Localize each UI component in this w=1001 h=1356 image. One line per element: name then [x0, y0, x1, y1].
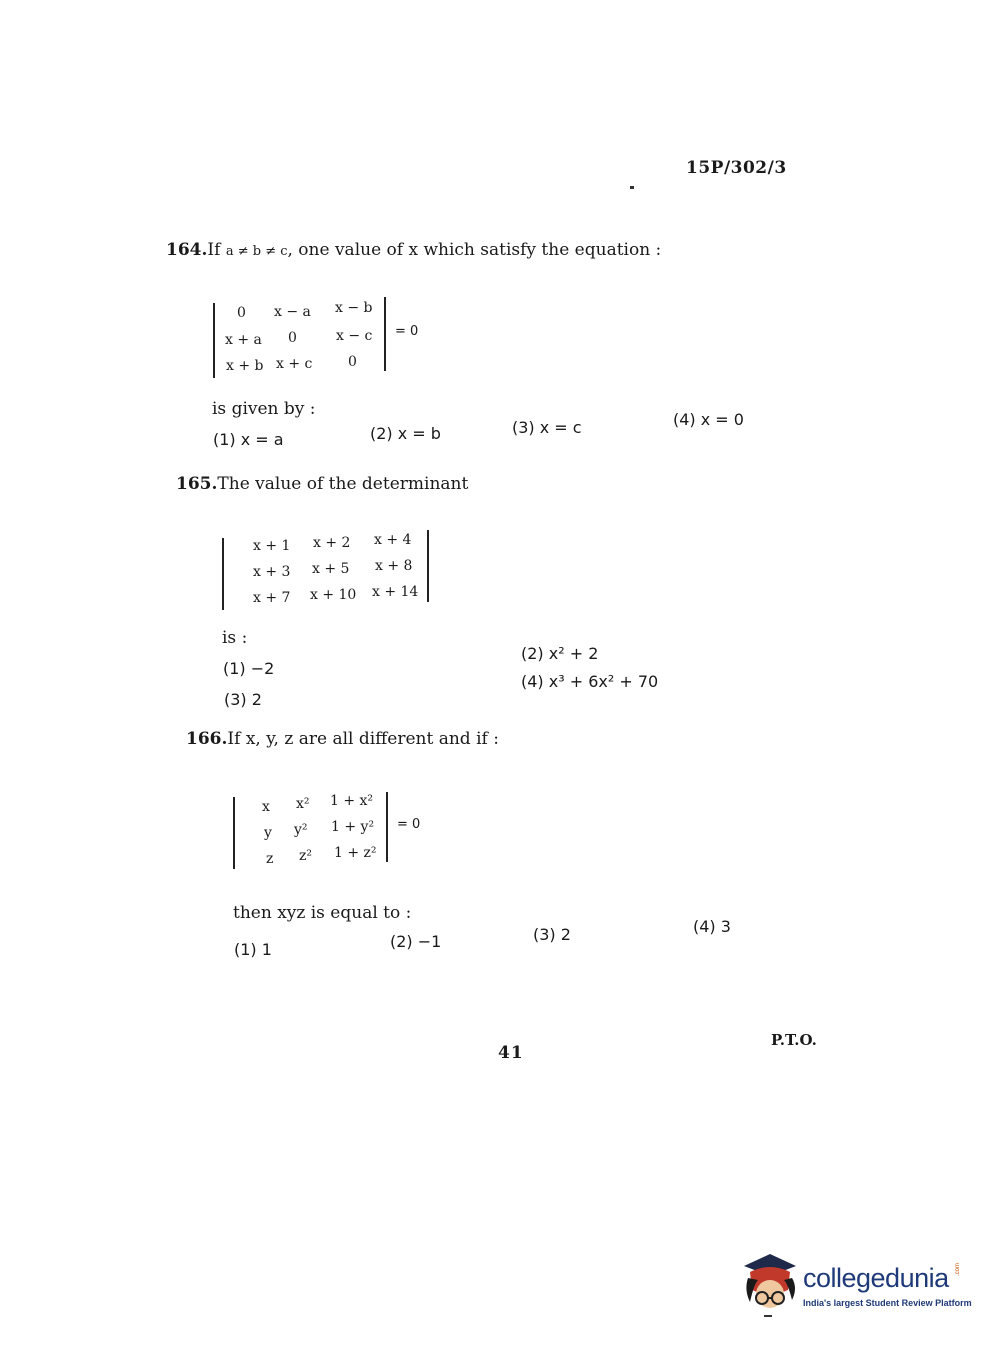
- det-left-bar: [213, 303, 215, 378]
- matrix-cell: 1 + z²: [334, 845, 377, 861]
- matrix-cell: x + 7: [253, 590, 291, 606]
- det-left-bar: [222, 538, 224, 610]
- option-2: (2) x = b: [370, 424, 441, 443]
- question-number: 164.: [166, 240, 208, 260]
- question-text: , one value of x which satisfy the equation :: [287, 240, 662, 260]
- matrix-cell: x + 8: [375, 558, 413, 574]
- matrix-cell: 0: [288, 330, 297, 346]
- option-4: (4) x = 0: [673, 410, 744, 429]
- is-label: is :: [222, 628, 248, 648]
- question-164-line: [166, 240, 661, 260]
- brand-tagline: India's largest Student Review Platform: [803, 1298, 972, 1308]
- matrix-cell: x + b: [226, 358, 264, 374]
- mascot-icon: [740, 1250, 802, 1320]
- question-number: 166.: [186, 729, 228, 749]
- option-1: (1) x = a: [213, 430, 284, 449]
- page-number: 41: [498, 1043, 524, 1063]
- matrix-cell: z: [266, 851, 274, 867]
- paper-code: 15P/302/3: [686, 158, 787, 178]
- question-166-line: [186, 729, 499, 749]
- option-2: (2) x² + 2: [521, 644, 599, 663]
- matrix-cell: x + 3: [253, 564, 291, 580]
- condition: a ≠ b ≠ c: [225, 244, 288, 259]
- matrix-cell: x²: [296, 796, 310, 812]
- matrix-cell: x + 2: [313, 535, 351, 551]
- matrix-cell: x + 4: [374, 532, 412, 548]
- then-label: then xyz is equal to :: [233, 903, 412, 923]
- matrix-cell: 0: [348, 354, 357, 370]
- stray-mark: [630, 186, 634, 189]
- option-3: (3) x = c: [512, 418, 582, 437]
- det-right-bar: [386, 792, 388, 862]
- matrix-cell: x + 5: [312, 561, 350, 577]
- option-1: (1) −2: [223, 659, 275, 678]
- matrix-cell: y: [264, 825, 272, 841]
- matrix-cell: x + 1: [253, 538, 291, 554]
- option-4: (4) 3: [693, 917, 731, 936]
- question-text: The value of the determinant: [217, 474, 469, 494]
- brand-dotcom: .com: [955, 1262, 961, 1276]
- det-left-bar: [233, 797, 235, 869]
- question-text: If x, y, z are all different and if :: [227, 729, 499, 749]
- question-text-pre: If: [207, 240, 221, 260]
- question-number: 165.: [176, 474, 218, 494]
- matrix-cell: 1 + y²: [331, 819, 375, 835]
- option-3: (3) 2: [224, 690, 262, 709]
- matrix-cell: x + 14: [372, 584, 419, 600]
- matrix-cell: x − c: [336, 328, 373, 344]
- matrix-cell: x − a: [274, 304, 311, 320]
- brand-name: collegedunia: [803, 1263, 949, 1293]
- matrix-cell: 1 + x²: [330, 793, 374, 809]
- option-4: (4) x³ + 6x² + 70: [521, 672, 659, 691]
- matrix-cell: 0: [237, 305, 246, 321]
- option-1: (1) 1: [234, 940, 272, 959]
- matrix-cell: z²: [299, 848, 312, 864]
- det-right-bar: [427, 530, 429, 602]
- option-2: (2) −1: [390, 932, 442, 951]
- equals-zero: = 0: [395, 324, 419, 339]
- det-right-bar: [384, 297, 386, 371]
- question-165-line: [176, 474, 468, 494]
- matrix-cell: y²: [294, 822, 308, 838]
- equals-zero: = 0: [397, 817, 421, 832]
- matrix-cell: x: [262, 799, 270, 815]
- given-by: is given by :: [212, 399, 316, 419]
- pto-label: P.T.O.: [771, 1031, 817, 1049]
- matrix-cell: x + c: [276, 356, 313, 372]
- matrix-cell: x − b: [335, 300, 373, 316]
- matrix-cell: x + a: [225, 332, 262, 348]
- option-3: (3) 2: [533, 925, 571, 944]
- matrix-cell: x + 10: [310, 587, 357, 603]
